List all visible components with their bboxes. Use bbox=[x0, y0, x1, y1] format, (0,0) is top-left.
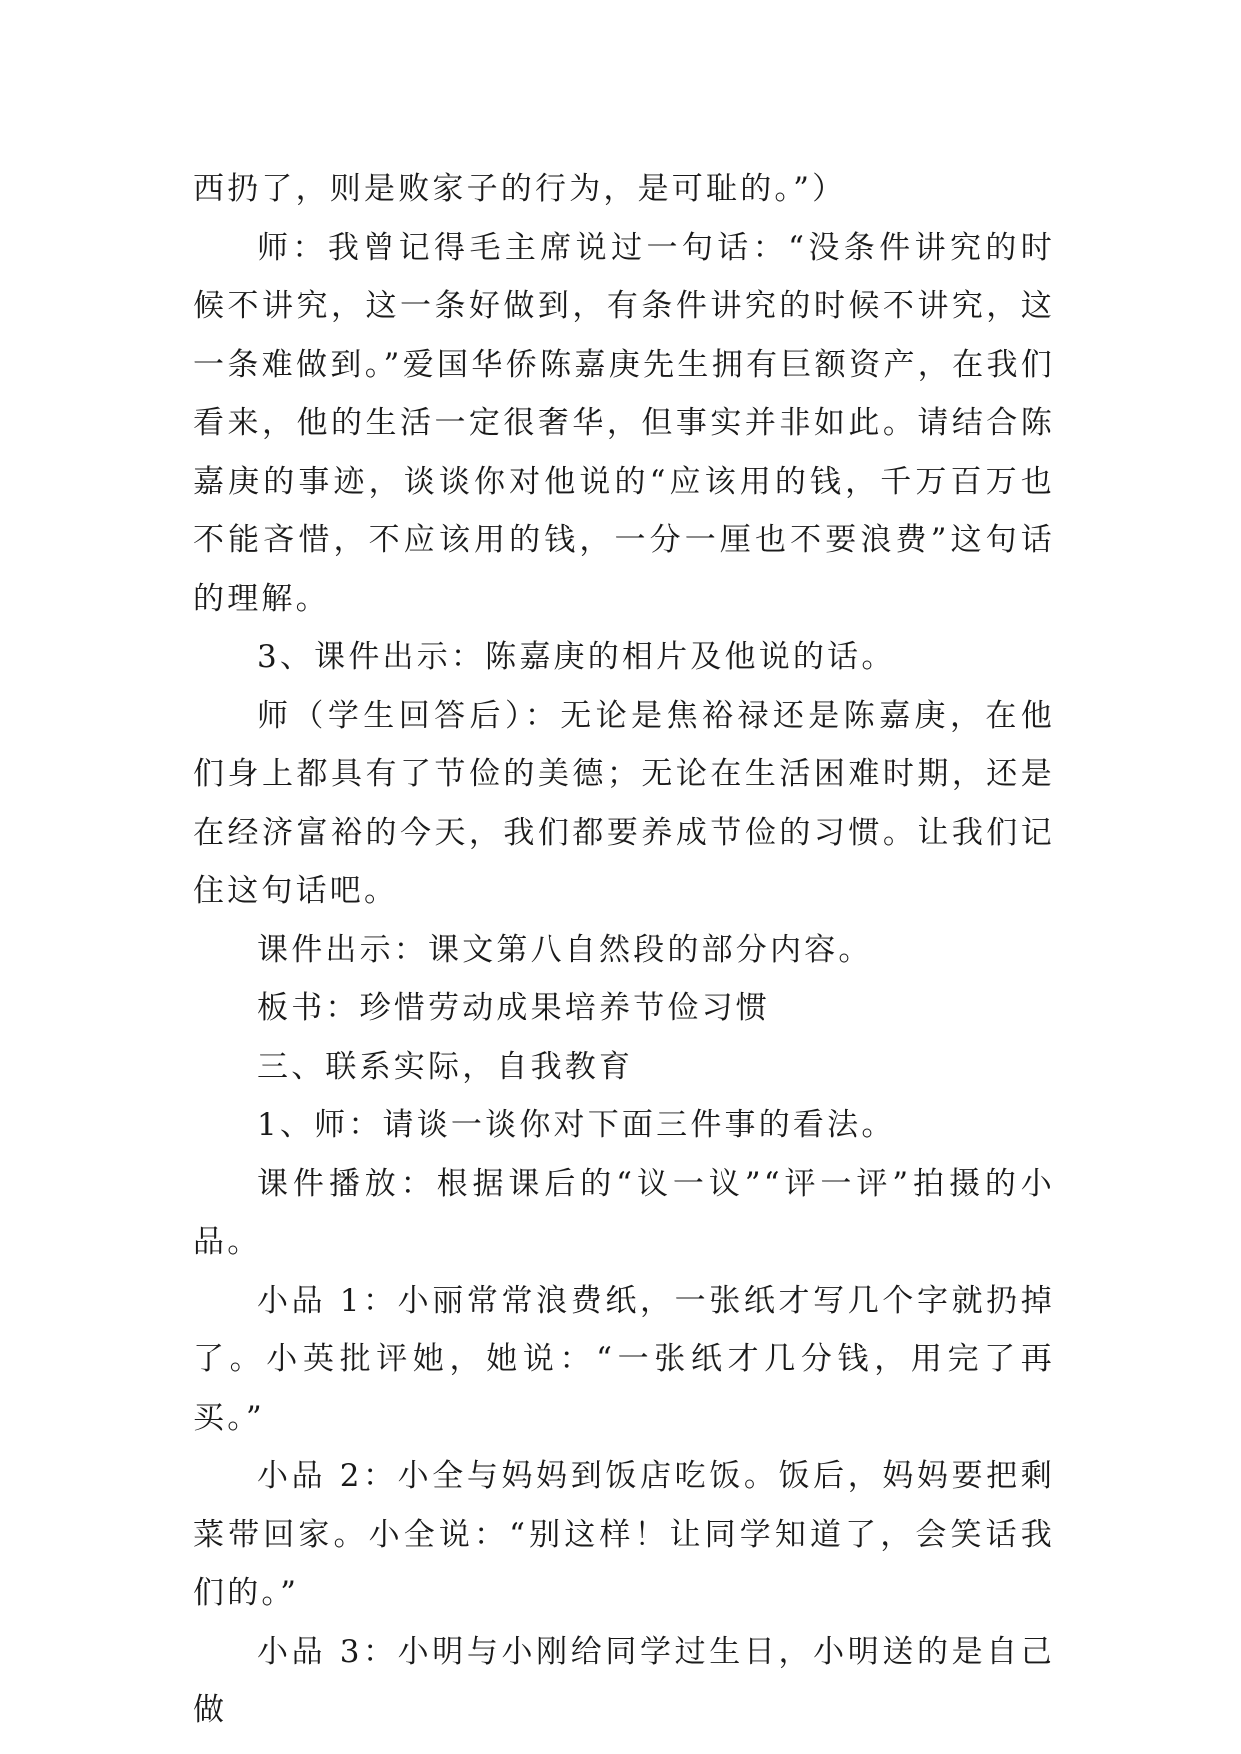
document-body bbox=[193, 160, 1055, 1740]
paragraph-skit-2: 小品 2：小全与妈妈到饭店吃饭。饭后，妈妈要把剩菜带回家。小全说：“别这样！让同学知道了，会笑话我们的。” bbox=[193, 1458, 1055, 1611]
paragraph-teacher-question: 1、师：请谈一谈你对下面三件事的看法。 bbox=[257, 1107, 896, 1143]
paragraph-courseware-photo: 3、课件出示：陈嘉庚的相片及他说的话。 bbox=[257, 639, 896, 675]
paragraph-continuation: 西扔了，则是败家子的行为，是可耻的。”） bbox=[193, 171, 847, 207]
section-heading-3: 三、联系实际，自我教育 bbox=[257, 1048, 634, 1085]
paragraph-skit-3: 小品 3：小明与小刚给同学过生日，小明送的是自己做 bbox=[193, 1633, 1055, 1728]
paragraph-teacher-quote: 师：我曾记得毛主席说过一句话：“没条件讲究的时候不讲究，这一条好做到，有条件讲究的时候不讲究，这一条难做到。”爱国华侨陈嘉庚先生拥有巨额资产，在我们看来，他的生活一定很奢华，但事实并非如此。请结合陈嘉庚的事迹，谈谈你对他说的“应该用的钱，千万百万也不能吝惜，不应该用的钱，一分一厘也不要浪费”这句话的理解。 bbox=[193, 229, 1055, 617]
paragraph-blackboard: 板书：珍惜劳动成果培养节俭习惯 bbox=[257, 990, 770, 1026]
paragraph-courseware-text: 课件出示：课文第八自然段的部分内容。 bbox=[257, 931, 873, 968]
paragraph-courseware-play: 课件播放：根据课后的“议一议”“评一评”拍摄的小品。 bbox=[193, 1165, 1055, 1260]
paragraph-skit-1: 小品 1：小丽常常浪费纸，一张纸才写几个字就扔掉了。小英批评她，她说：“一张纸才几分钱，用完了再买。” bbox=[193, 1282, 1055, 1436]
paragraph-teacher-summary: 师（学生回答后）：无论是焦裕禄还是陈嘉庚，在他们身上都具有了节俭的美德；无论在生活困难时期，还是在经济富裕的今天，我们都要养成节俭的习惯。让我们记住这句话吧。 bbox=[193, 697, 1055, 909]
